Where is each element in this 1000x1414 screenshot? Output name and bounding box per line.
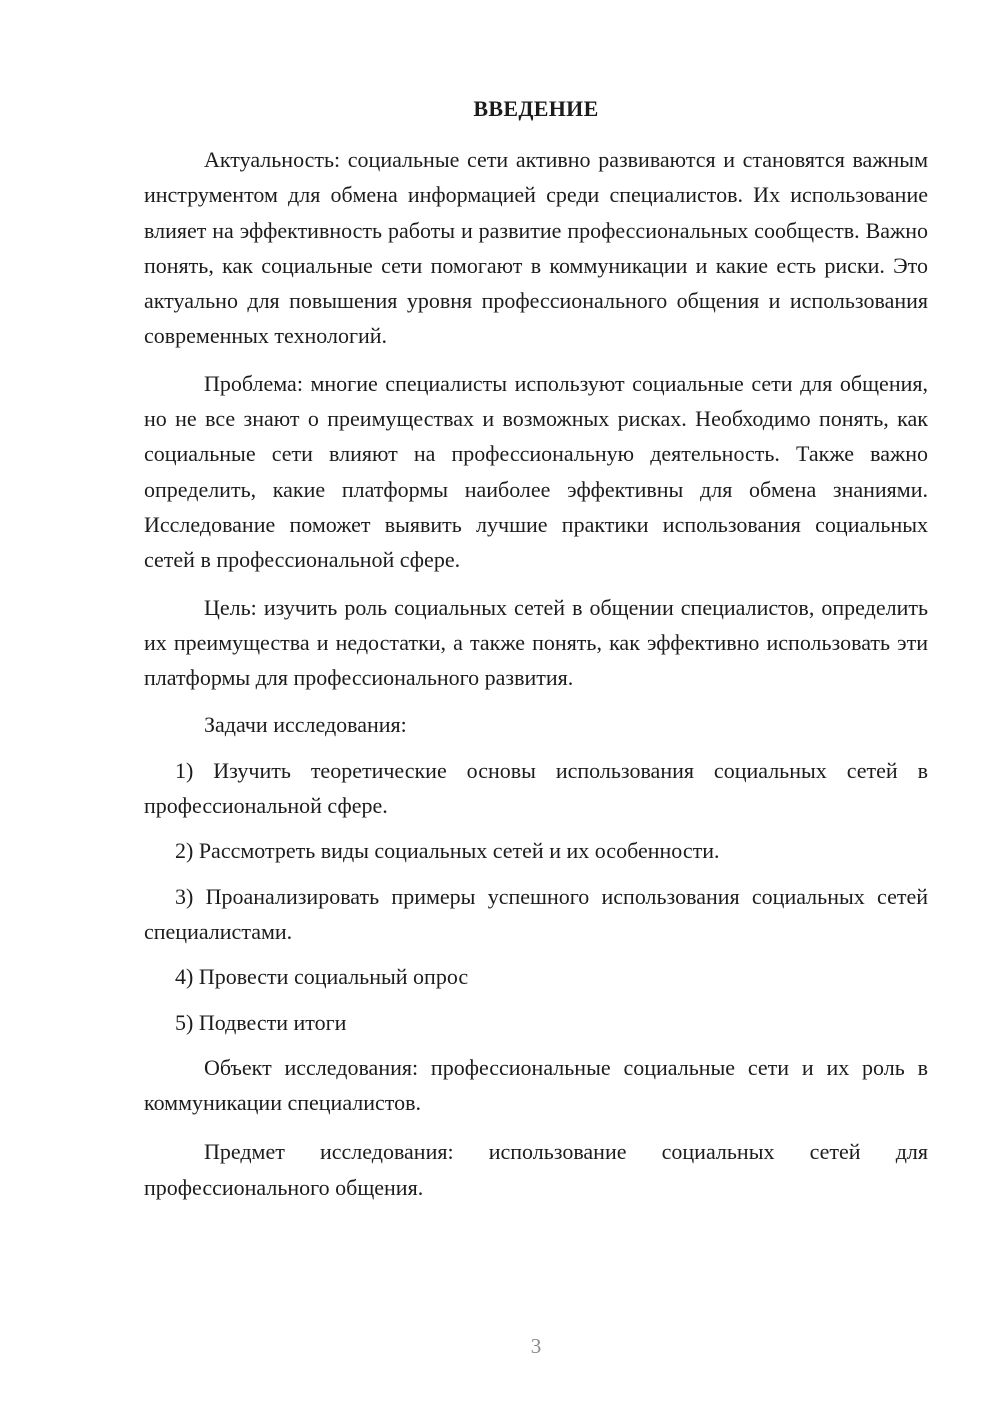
page-number: 3 [530, 1334, 542, 1358]
tasks-title: Задачи исследования: [204, 712, 407, 738]
section-heading: ВВЕДЕНИЕ [473, 96, 599, 121]
document-body [144, 142, 928, 1205]
paragraph-subject: Предмет исследования: использование социальных сетей для профессионального общения. [144, 1139, 928, 1200]
task-item-5: 5) Подвести итоги [175, 1009, 347, 1035]
paragraph-goal: Цель: изучить роль социальных сетей в общении специалистов, определить их преимущества и недостатки, а также понять, как эффективно использовать эти платформы для профессионального развития. [144, 594, 928, 691]
paragraph-object: Объект исследования: профессиональные социальные сети и их роль в коммуникации специалистов. [144, 1054, 928, 1116]
task-item-3: 3) Проанализировать примеры успешного использования социальных сетей специалистами. [144, 883, 928, 944]
task-item-2: 2) Рассмотреть виды социальных сетей и их особенности. [175, 838, 720, 864]
paragraph-problem: Проблема: многие специалисты используют социальные сети для общения, но не все знают о преимуществах и возможных рисках. Необходимо понять, как социальные сети влияют на профессиональную деятельность. Также важно определить, какие платформы наиболее эффективны для обмена знаниями. Исследование поможет выявить лучшие практики использования социальных сетей в профессиональной сфере. [144, 370, 928, 573]
task-item-1: 1) Изучить теоретические основы использования социальных сетей в профессиональной сфере. [144, 757, 928, 819]
paragraph-relevance: Актуальность: социальные сети активно развиваются и становятся важным инструментом для обмена информацией среди специалистов. Их использование влияет на эффективность работы и развитие профессиональных сообществ. Важно понять, как социальные сети помогают в коммуникации и какие есть риски. Это актуально для повышения уровня профессионального общения и использования современных технологий. [144, 147, 928, 349]
task-item-4: 4) Провести социальный опрос [175, 964, 469, 990]
